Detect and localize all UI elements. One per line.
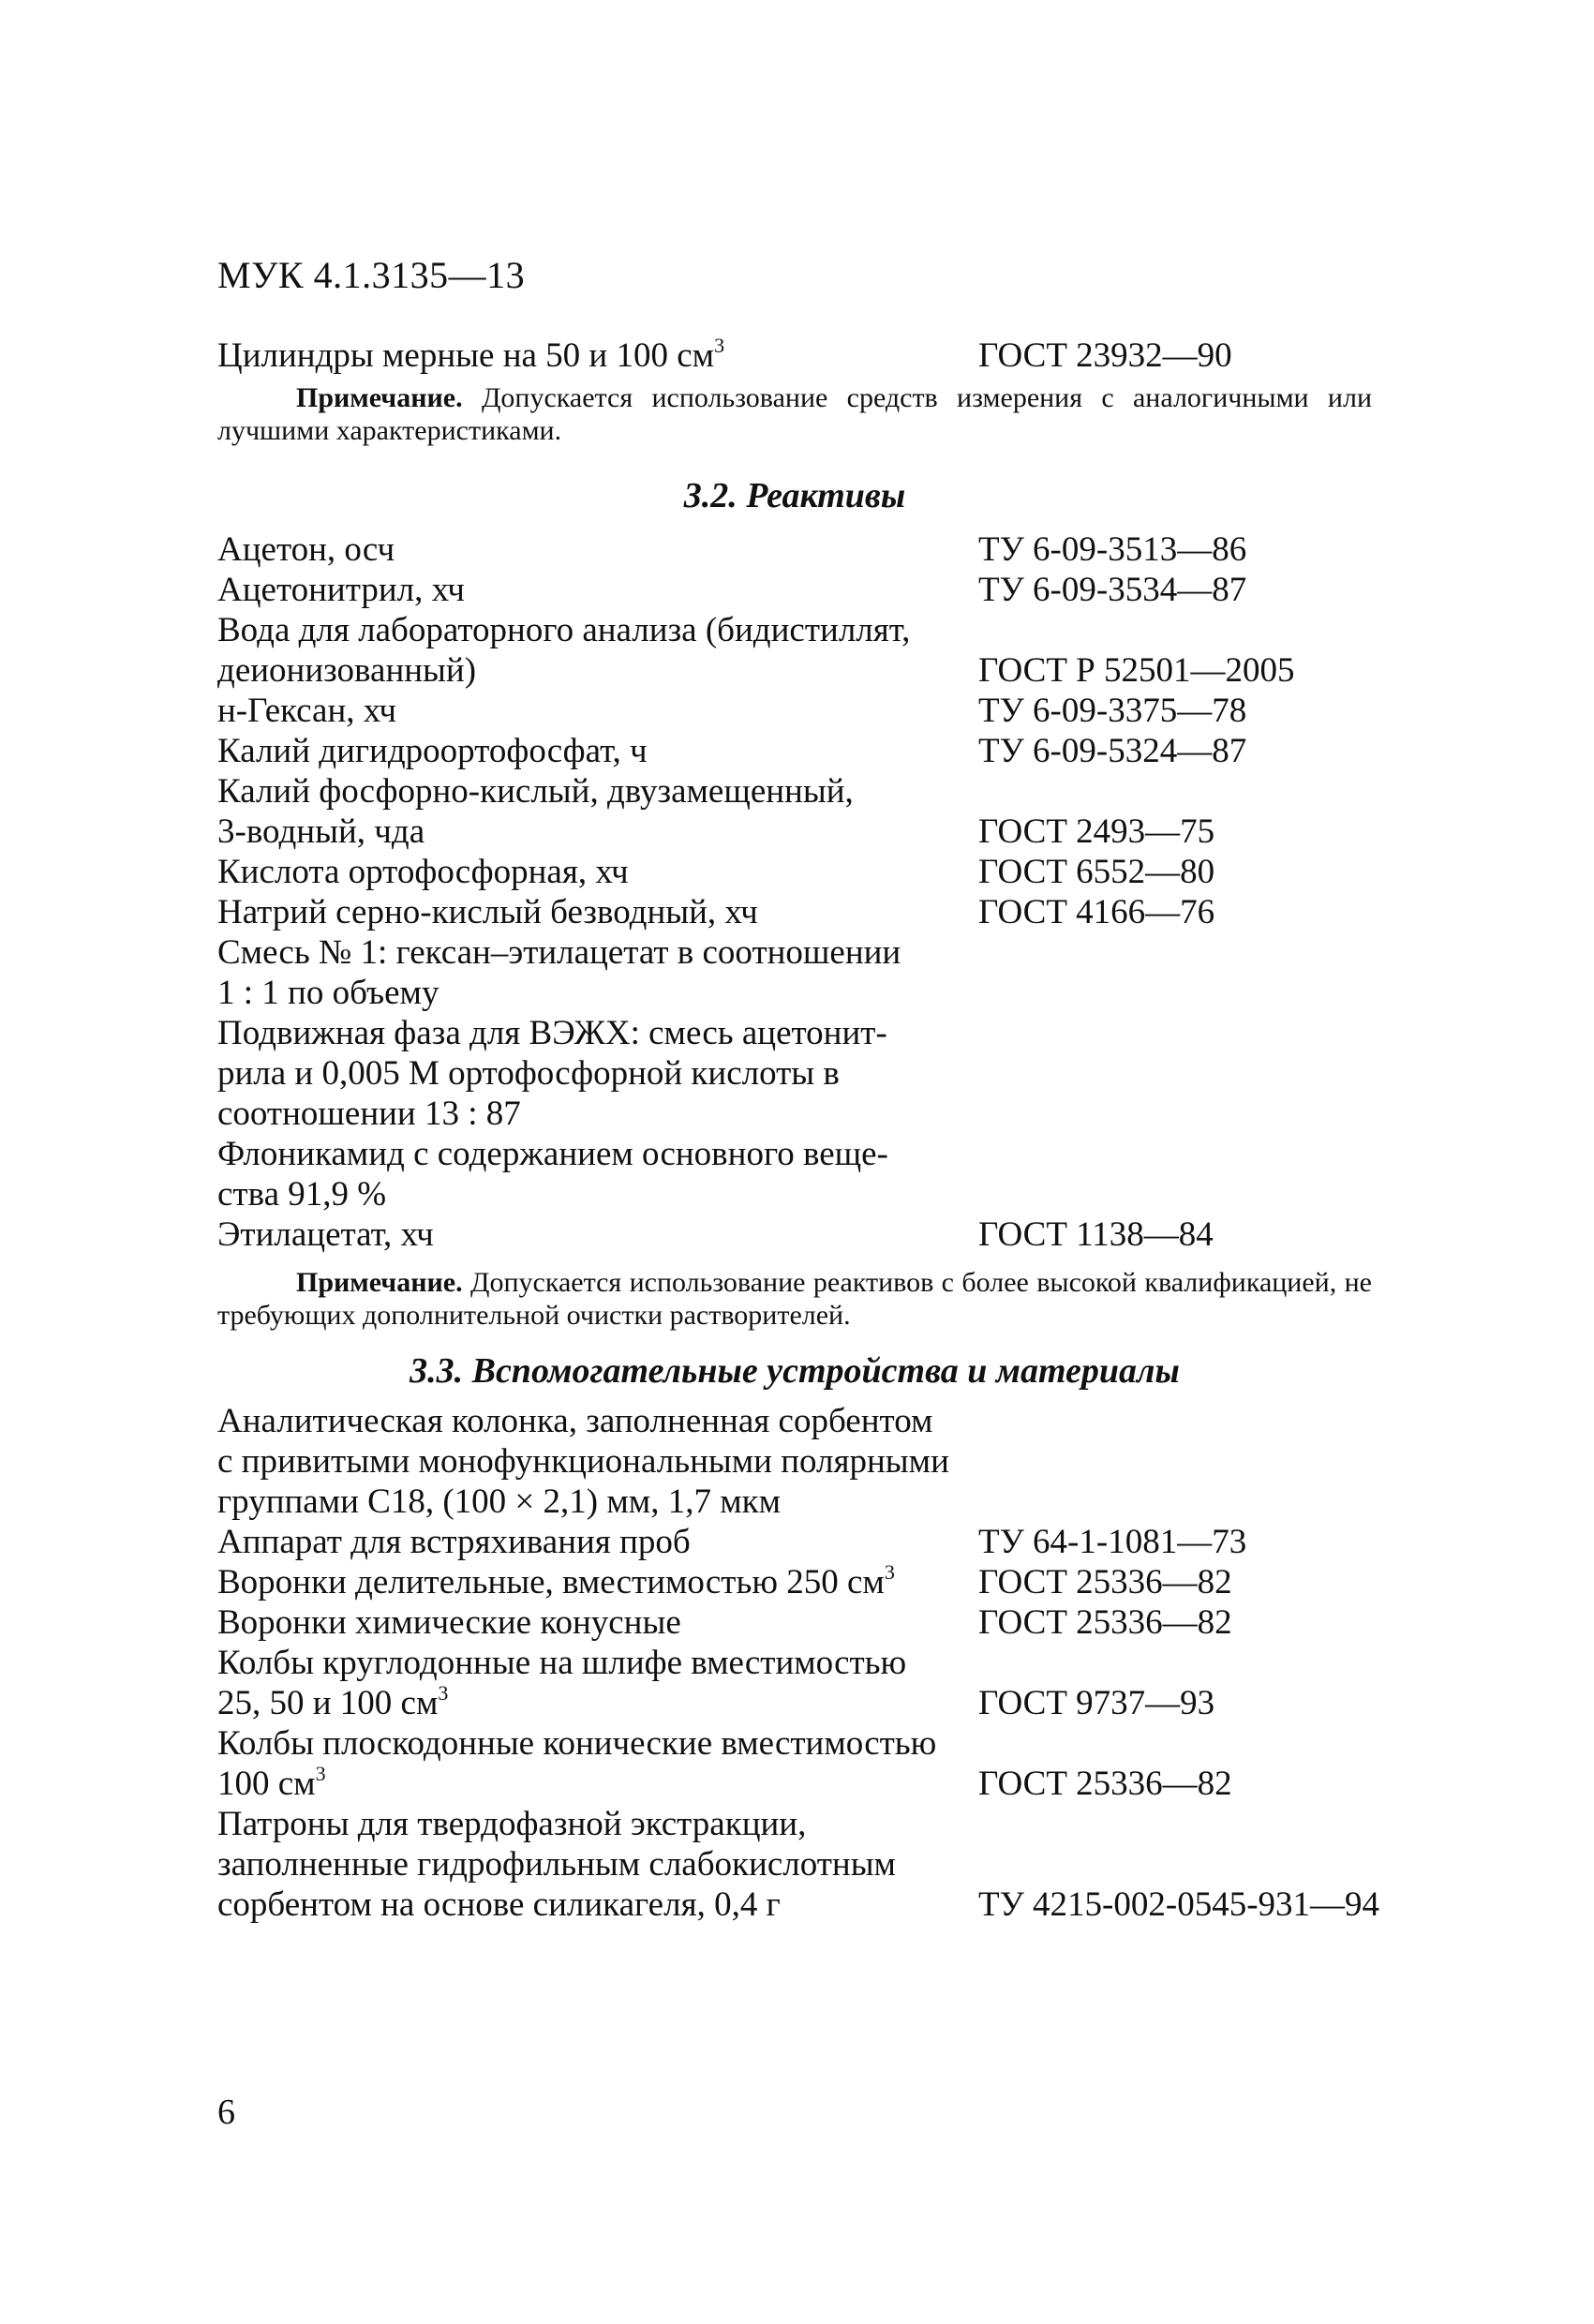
item-name: н-Гексан, хч xyxy=(217,692,397,730)
superscript: 3 xyxy=(438,1680,449,1705)
item-name xyxy=(217,1559,895,1602)
item-name: Подвижная фаза для ВЭЖХ: смесь ацетонит- xyxy=(217,1014,887,1052)
list-item xyxy=(217,852,1379,892)
note-label: Примечание. xyxy=(296,1267,463,1298)
item-name: Натрий серно-кислый безводный, хч xyxy=(217,893,758,931)
item-name: сорбентом на основе силикагеля, 0,4 г xyxy=(217,1885,781,1924)
item-code: ГОСТ 4166—76 xyxy=(978,893,1215,931)
item-name: заполненные гидрофильным слабокислотным xyxy=(217,1845,896,1884)
item-code: ГОСТ 25336—82 xyxy=(978,1563,1232,1601)
item-name: Патроны для твердофазной экстракции, xyxy=(217,1805,807,1843)
item-name: 1 : 1 по объему xyxy=(217,974,439,1012)
main-content xyxy=(217,335,1379,1925)
item-code: ГОСТ 23932—90 xyxy=(978,336,1232,375)
item-name-text: 25, 50 и 100 см xyxy=(217,1684,439,1722)
list-item xyxy=(217,892,1379,932)
item-code: ГОСТ Р 52501—2005 xyxy=(978,651,1295,690)
list-item xyxy=(217,1053,1379,1094)
item-name: с привитыми монофункциональными полярными xyxy=(217,1442,949,1481)
item-name: Ацетон, осч xyxy=(217,530,395,569)
item-name: Смесь № 1: гексан–этилацетат в соотношении xyxy=(217,933,901,972)
item-name: Этилацетат, хч xyxy=(217,1215,434,1254)
list-item xyxy=(217,1174,1379,1214)
item-name: 3-водный, чда xyxy=(217,812,425,851)
list-item xyxy=(217,1804,1379,1844)
item-name: Аппарат для встряхивания проб xyxy=(217,1523,691,1561)
note-text: Допускается использование реактивов с более высокой квалификацией, не требующих дополнительной очистки растворителей. xyxy=(217,1267,1372,1331)
superscript: 3 xyxy=(714,333,725,357)
list-item xyxy=(217,691,1379,731)
list-item xyxy=(217,932,1379,973)
item-code: ГОСТ 9737—93 xyxy=(978,1684,1215,1722)
item-code: ТУ 4215-002-0545-931—94 xyxy=(978,1885,1380,1924)
list-item xyxy=(217,1214,1379,1255)
list-item xyxy=(217,1643,1379,1683)
reagents-list xyxy=(217,529,1379,1255)
list-item xyxy=(217,570,1379,610)
item-name: Аналитическая колонка, заполненная сорбентом xyxy=(217,1402,933,1440)
item-name: Ацетонитрил, хч xyxy=(217,571,465,609)
item-name: соотношении 13 : 87 xyxy=(217,1095,521,1133)
list-item xyxy=(217,973,1379,1013)
item-name xyxy=(217,1761,326,1804)
list-item xyxy=(217,650,1379,691)
list-item xyxy=(217,1723,1379,1764)
list-item xyxy=(217,1522,1379,1562)
list-item xyxy=(217,1680,1379,1723)
item-name-text: 100 см xyxy=(217,1765,316,1803)
item-name: Флоникамид с содержанием основного веще- xyxy=(217,1135,888,1173)
item-name: Колбы плоскодонные конические вместимостью xyxy=(217,1724,937,1763)
list-item xyxy=(217,1401,1379,1441)
list-item xyxy=(217,771,1379,812)
top-item-row xyxy=(217,335,1379,376)
item-code: ГОСТ 25336—82 xyxy=(978,1603,1232,1642)
superscript: 3 xyxy=(315,1761,326,1785)
item-code: ТУ 6-09-5324—87 xyxy=(978,732,1247,770)
list-item xyxy=(217,1094,1379,1134)
page-number: 6 xyxy=(217,2093,235,2132)
item-name: Колбы круглодонные на шлифе вместимостью xyxy=(217,1644,907,1682)
superscript: 3 xyxy=(884,1559,895,1584)
item-name xyxy=(217,1680,449,1723)
note-text: Допускается использование средств измерения с аналогичными или лучшими характеристиками. xyxy=(217,382,1373,446)
list-item xyxy=(217,1134,1379,1174)
list-item xyxy=(217,731,1379,771)
document-header: МУК 4.1.3135—13 xyxy=(217,254,526,296)
item-name: Воронки химические конусные xyxy=(217,1603,681,1642)
item-name: Кислота ортофосфорная, хч xyxy=(217,853,629,891)
section-title-auxiliary: 3.3. Вспомогательные устройства и материалы xyxy=(410,1351,1180,1391)
list-item xyxy=(217,1013,1379,1053)
item-name xyxy=(217,335,724,376)
item-name: Калий дигидроортофосфат, ч xyxy=(217,732,648,770)
list-item xyxy=(217,1559,1379,1602)
item-code: ТУ 6-09-3513—86 xyxy=(978,530,1247,569)
item-name: деионизованный) xyxy=(217,651,477,690)
item-name: группами С18, (100 × 2,1) мм, 1,7 мкм xyxy=(217,1482,781,1521)
list-item xyxy=(217,1602,1379,1643)
note-measuring-instruments xyxy=(217,381,1372,447)
item-code: ГОСТ 2493—75 xyxy=(978,812,1215,851)
item-code: ТУ 6-09-3375—78 xyxy=(978,692,1247,730)
item-name: Калий фосфорно-кислый, двузамещенный, xyxy=(217,772,854,811)
list-item xyxy=(217,529,1379,570)
list-item xyxy=(217,1761,1379,1804)
auxiliary-list xyxy=(217,1401,1379,1925)
section-title-reagents: 3.2. Реактивы xyxy=(683,476,906,515)
list-item xyxy=(217,1844,1379,1885)
item-name: рила и 0,005 М ортофосфорной кислоты в xyxy=(217,1054,840,1093)
list-item xyxy=(217,1482,1379,1522)
item-name-text: Воронки делительные, вместимостью 250 см xyxy=(217,1563,885,1601)
list-item xyxy=(217,610,1379,650)
list-item xyxy=(217,1885,1379,1925)
note-reagents xyxy=(217,1266,1372,1332)
note-label: Примечание. xyxy=(296,382,463,413)
item-name: Вода для лабораторного анализа (бидистиллят, xyxy=(217,611,911,649)
item-code: ТУ 64-1-1081—73 xyxy=(978,1523,1247,1561)
item-name-text: Цилиндры мерные на 50 и 100 см xyxy=(217,336,715,375)
item-name: ства 91,9 % xyxy=(217,1175,387,1214)
item-code: ГОСТ 25336—82 xyxy=(978,1765,1232,1803)
list-item xyxy=(217,812,1379,852)
item-code: ГОСТ 1138—84 xyxy=(978,1215,1214,1254)
item-code: ГОСТ 6552—80 xyxy=(978,853,1215,891)
list-item xyxy=(217,1441,1379,1482)
item-code: ТУ 6-09-3534—87 xyxy=(978,571,1247,609)
